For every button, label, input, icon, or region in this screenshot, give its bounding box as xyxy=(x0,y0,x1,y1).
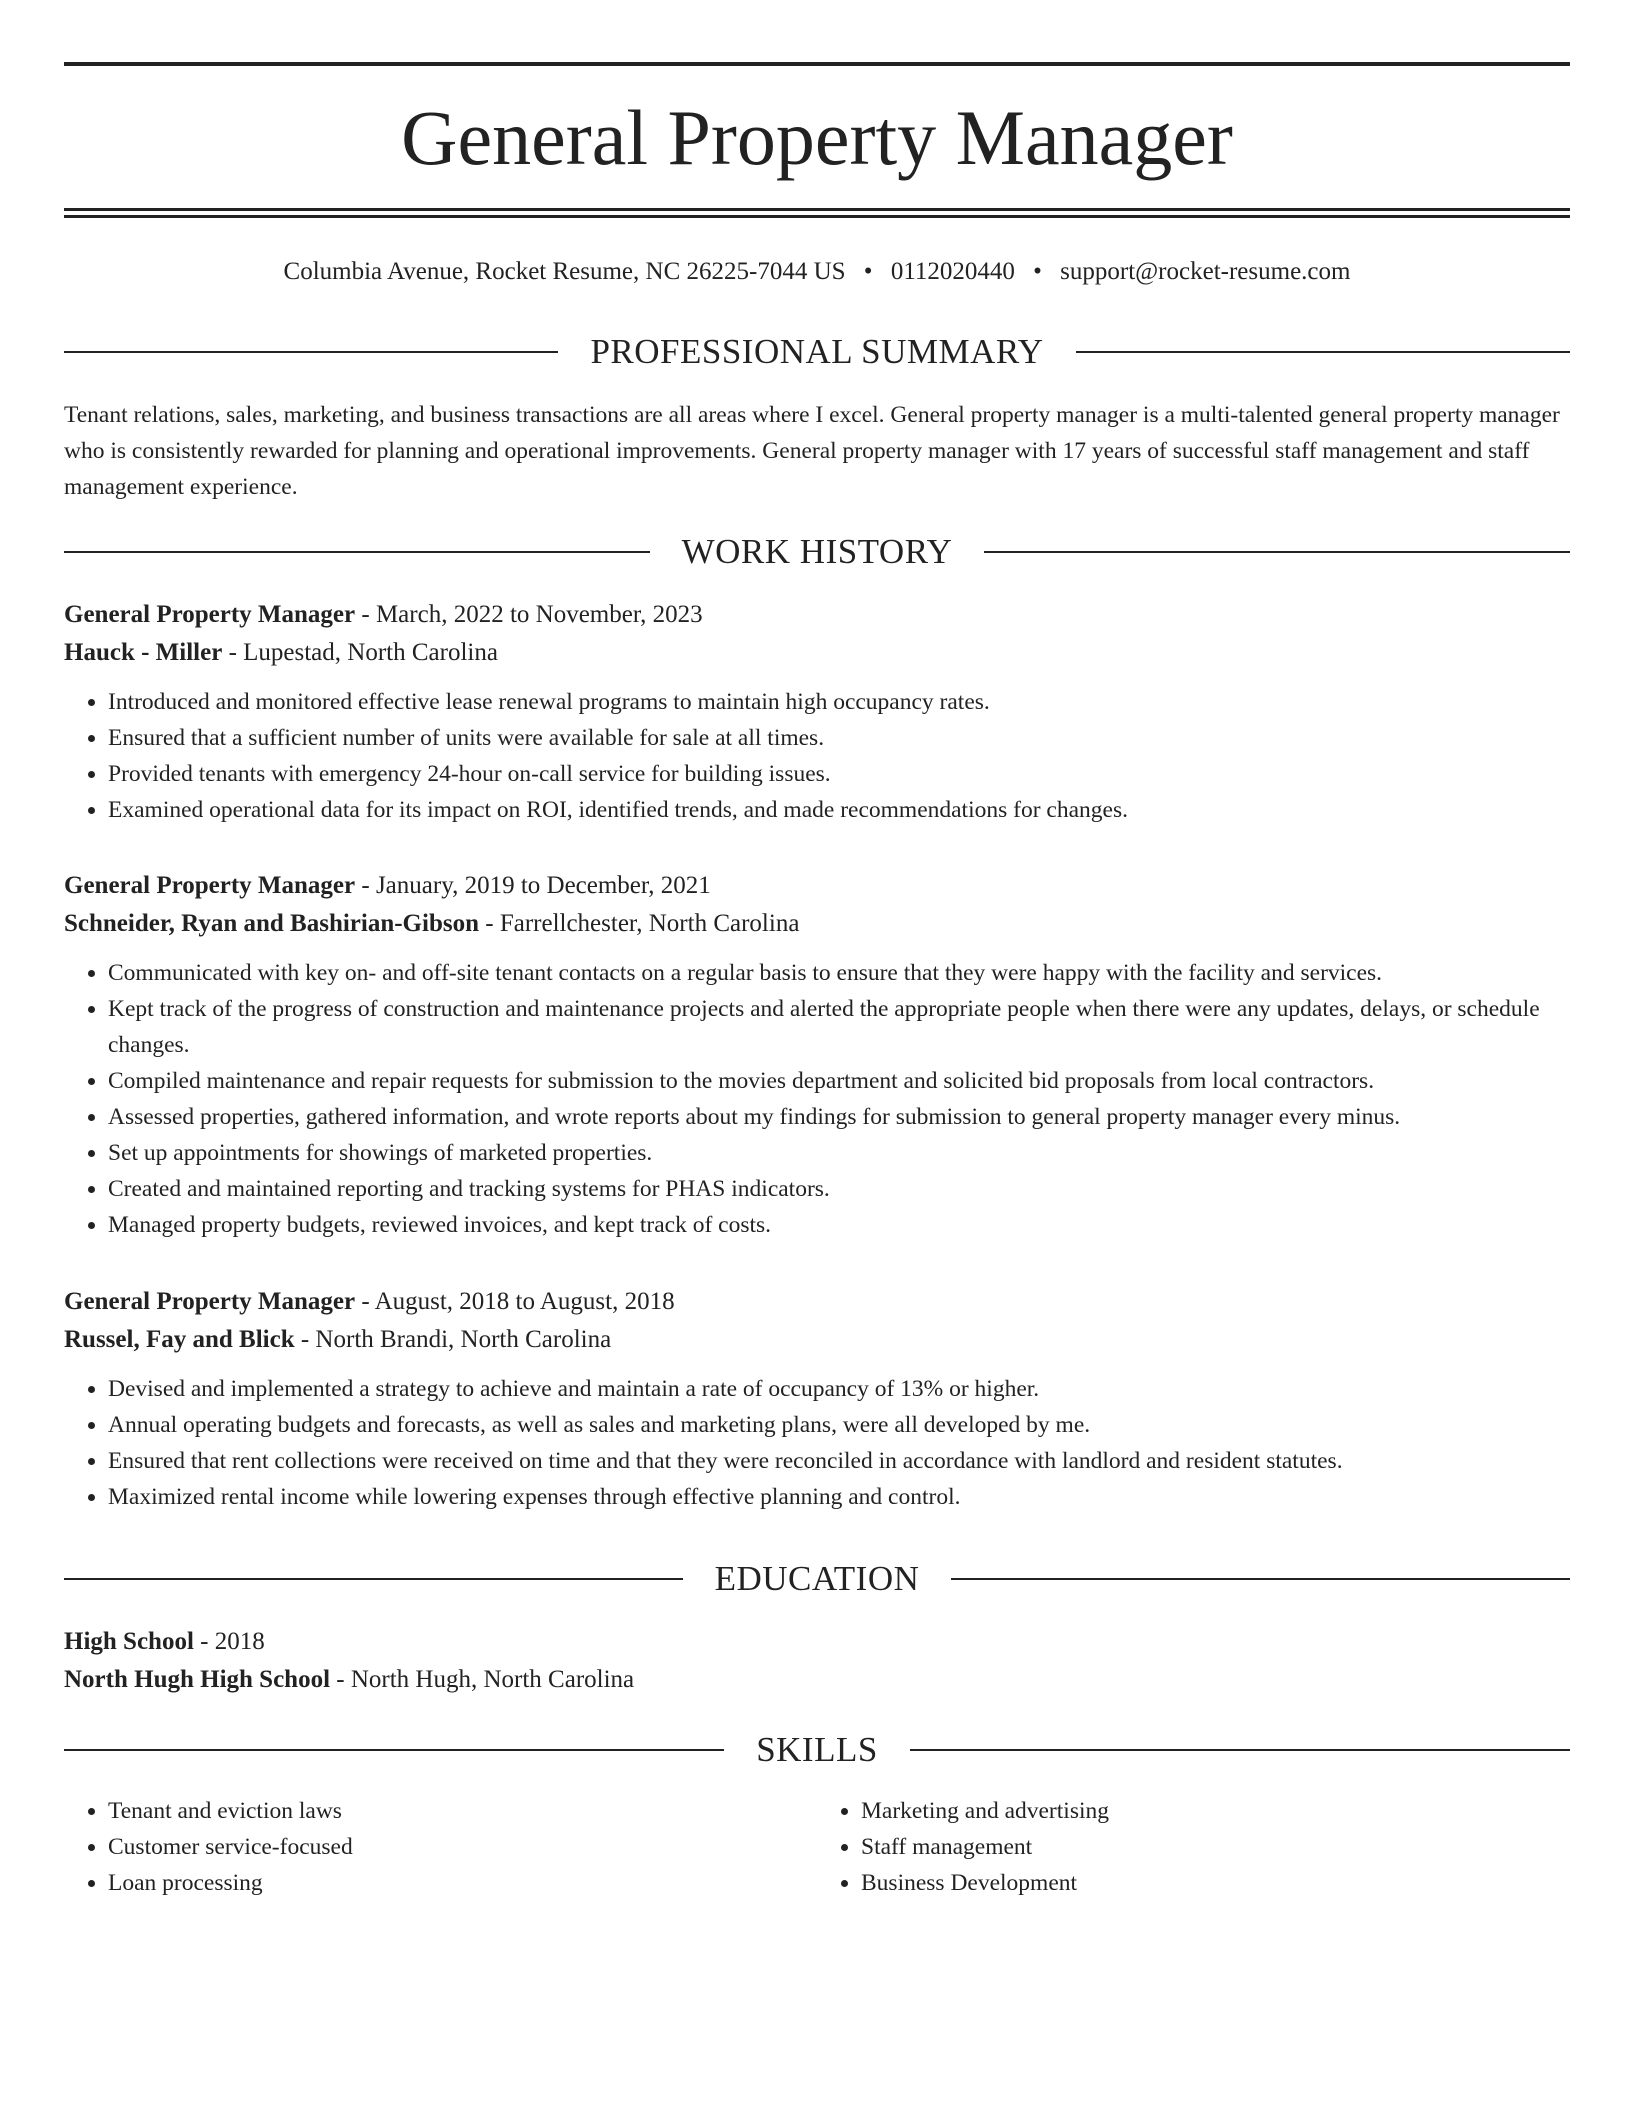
heading-rule-left xyxy=(64,351,558,353)
education-location: - North Hugh, North Carolina xyxy=(330,1666,635,1693)
job-company-line xyxy=(64,1321,1570,1359)
list-item: • Assessed properties, gathered information, and wrote reports about my findings for submission to general property manager every minus. xyxy=(108,1099,1570,1135)
work-section-heading xyxy=(64,530,1570,574)
job-title: General Property Manager xyxy=(64,601,356,628)
contact-separator: • xyxy=(1033,258,1042,285)
job-entry xyxy=(64,596,1570,828)
heading-rule-right xyxy=(910,1749,1570,1751)
list-item: • Set up appointments for showings of marketed properties. xyxy=(108,1135,1570,1171)
list-item: • Provided tenants with emergency 24-hour on-call service for building issues. xyxy=(108,756,1570,792)
job-bullets xyxy=(64,955,1570,1243)
list-item: • Kept track of the progress of construction and maintenance projects and alerted the appropriate people when there were any updates, delays, or schedule changes. xyxy=(108,991,1570,1063)
education-year: - 2018 xyxy=(193,1628,265,1655)
job-bullets xyxy=(64,1371,1570,1515)
job-location: - Lupestad, North Carolina xyxy=(222,639,498,666)
education-section-heading xyxy=(64,1557,1570,1601)
summary-text: Tenant relations, sales, marketing, and business transactions are all areas where I excel. General property manager is a multi-talented general property manager who is consistently rewarded for planning and operational improvements. General property manager with 17 years of successful staff management and staff management experience. xyxy=(64,402,1560,500)
job-title: General Property Manager xyxy=(64,872,356,899)
job-title: General Property Manager xyxy=(64,1288,356,1315)
job-dates: - March, 2022 to November, 2023 xyxy=(355,601,703,628)
skill-item: • Customer service-focused xyxy=(108,1829,817,1865)
skill-item: • Marketing and advertising xyxy=(861,1793,1570,1829)
list-item: • Ensured that rent collections were received on time and that they were reconciled in accordance with landlord and resident statutes. xyxy=(108,1443,1570,1479)
heading-rule-left xyxy=(64,1578,683,1580)
job-company: Schneider, Ryan and Bashirian-Gibson xyxy=(64,910,479,937)
skill-item: • Tenant and eviction laws xyxy=(108,1793,817,1829)
job-company: Russel, Fay and Blick xyxy=(64,1326,295,1353)
list-item: • Managed property budgets, reviewed invoices, and kept track of costs. xyxy=(108,1207,1570,1243)
list-item: • Communicated with key on- and off-site tenant contacts on a regular basis to ensure that they were happy with the facility and services. xyxy=(108,955,1570,991)
work-heading-label: WORK HISTORY xyxy=(681,532,953,571)
contact-phone: 0112020440 xyxy=(890,258,1015,285)
resume-title: General Property Manager xyxy=(401,94,1233,181)
list-item: • Introduced and monitored effective lease renewal programs to maintain high occupancy rates. xyxy=(108,684,1570,720)
skill-item: • Business Development xyxy=(861,1865,1570,1901)
education-school: North Hugh High School xyxy=(64,1666,331,1693)
skills-heading-label: SKILLS xyxy=(756,1730,878,1769)
job-bullets xyxy=(64,684,1570,828)
contact-address: Columbia Avenue, Rocket Resume, NC 26225-7044 US xyxy=(283,258,846,285)
education-degree: High School xyxy=(64,1628,194,1655)
contact-email: support@rocket-resume.com xyxy=(1060,258,1351,285)
summary-section-heading xyxy=(64,330,1570,374)
skill-item: • Loan processing xyxy=(108,1865,817,1901)
skills-column-right xyxy=(817,1793,1570,1901)
list-item: • Ensured that a sufficient number of units were available for sale at all times. xyxy=(108,720,1570,756)
job-entry xyxy=(64,867,1570,1243)
job-title-line xyxy=(64,867,1570,905)
list-item: • Annual operating budgets and forecasts, as well as sales and marketing plans, were all developed by me. xyxy=(108,1407,1570,1443)
skill-item: • Staff management xyxy=(861,1829,1570,1865)
job-entry xyxy=(64,1283,1570,1515)
heading-rule-left xyxy=(64,551,650,553)
contact-line xyxy=(64,254,1570,290)
job-title-line xyxy=(64,1283,1570,1321)
job-dates: - August, 2018 to August, 2018 xyxy=(355,1288,675,1315)
list-item: • Compiled maintenance and repair requests for submission to the movies department and solicited bid proposals from local contractors. xyxy=(108,1063,1570,1099)
job-company-line xyxy=(64,634,1570,672)
education-school-line xyxy=(64,1661,1570,1699)
education-degree-line xyxy=(64,1623,1570,1661)
heading-rule-right xyxy=(1076,351,1570,353)
summary-heading-label: PROFESSIONAL SUMMARY xyxy=(590,332,1044,371)
list-item: • Maximized rental income while lowering expenses through effective planning and control. xyxy=(108,1479,1570,1515)
heading-rule-left xyxy=(64,1749,724,1751)
education-entry xyxy=(64,1623,1570,1699)
list-item: • Examined operational data for its impact on ROI, identified trends, and made recommendations for changes. xyxy=(108,792,1570,828)
job-location: - Farrellchester, North Carolina xyxy=(479,910,800,937)
heading-rule-right xyxy=(984,551,1570,553)
skills-column-left xyxy=(64,1793,817,1901)
job-company-line xyxy=(64,905,1570,943)
skills-section-heading xyxy=(64,1728,1570,1772)
job-title-line xyxy=(64,596,1570,634)
list-item: • Created and maintained reporting and tracking systems for PHAS indicators. xyxy=(108,1171,1570,1207)
education-heading-label: EDUCATION xyxy=(714,1559,920,1598)
job-company: Hauck - Miller xyxy=(64,639,223,666)
title-rule-upper xyxy=(64,208,1570,211)
job-dates: - January, 2019 to December, 2021 xyxy=(355,872,711,899)
list-item: • Devised and implemented a strategy to achieve and maintain a rate of occupancy of 13% or higher. xyxy=(108,1371,1570,1407)
contact-separator: • xyxy=(863,258,873,285)
top-rule xyxy=(64,62,1570,66)
job-location: - North Brandi, North Carolina xyxy=(294,1326,612,1353)
heading-rule-right xyxy=(951,1578,1570,1580)
skills-list xyxy=(64,1793,1570,1901)
title-rule-lower xyxy=(64,215,1570,218)
